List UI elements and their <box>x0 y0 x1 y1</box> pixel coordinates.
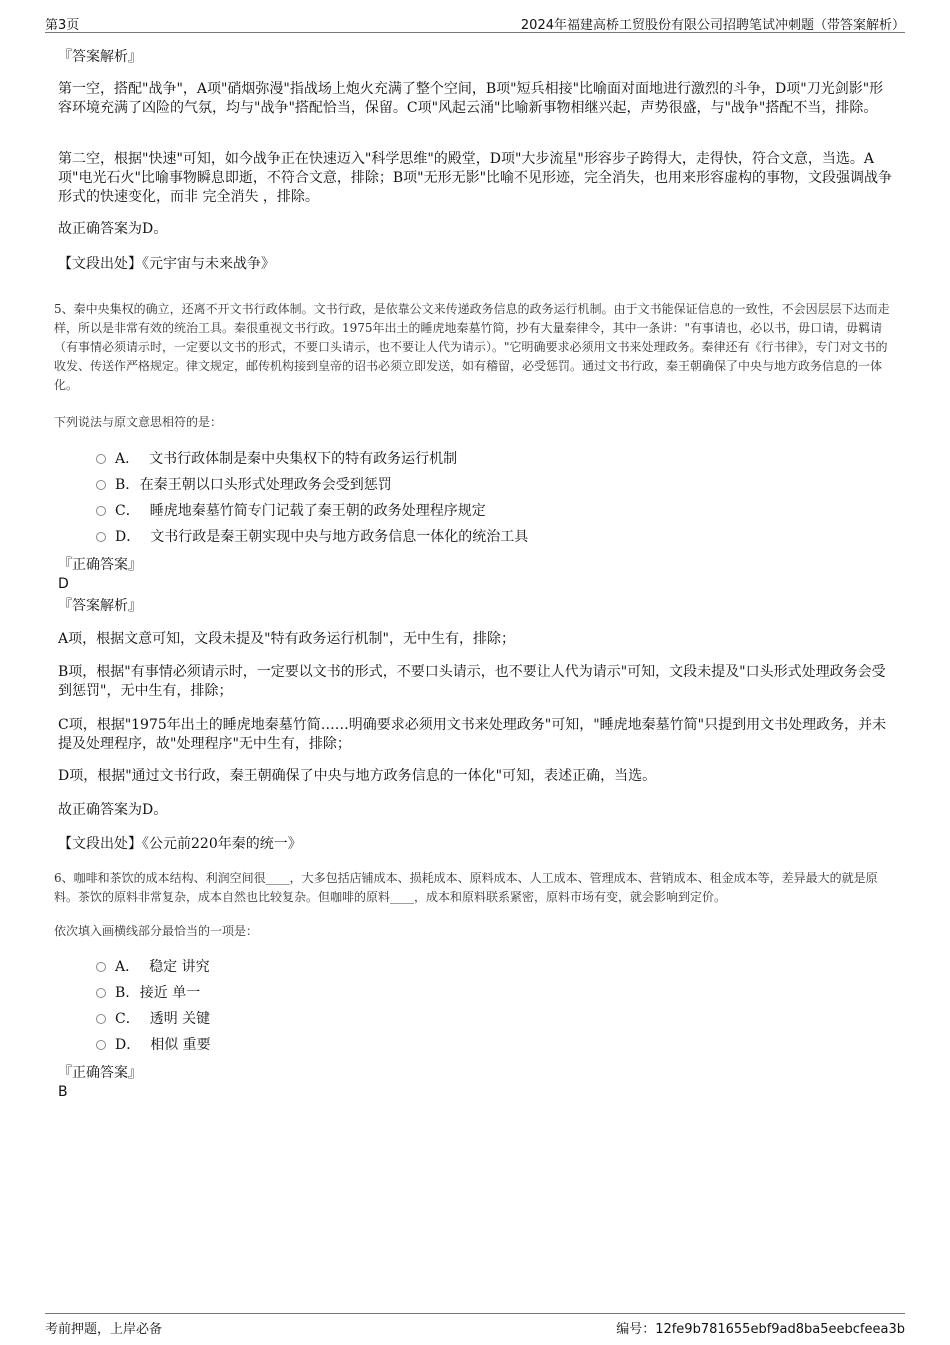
radio-icon[interactable] <box>96 1040 106 1050</box>
q4-source: 【文段出处】《元宇宙与未来战争》 <box>58 256 275 272</box>
q5-answer-label: 『正确答案』 <box>58 557 142 573</box>
page-header <box>45 14 905 33</box>
q5-analysis-a: A项，根据文意可知，文段未提及"特有政务运行机制"，无中生有，排除； <box>58 631 515 647</box>
q5-analysis-d: D项，根据"通过文书行政，秦王朝确保了中央与地方政务信息的一体化"可知，表述正确，当选。 <box>58 768 657 784</box>
q6-answer-label: 『正确答案』 <box>58 1065 142 1081</box>
page-number: 第3页 <box>45 18 80 33</box>
q5-analysis-label: 『答案解析』 <box>58 598 142 614</box>
q5-option-c[interactable]: C． 睡虎地秦墓竹简专门记载了秦王朝的政务处理程序规定 <box>96 502 486 521</box>
radio-icon[interactable] <box>96 988 106 998</box>
q5-analysis-c: C项，根据"1975年出土的睡虎地秦墓竹简……明确要求必须用文书来处理政务"可知，"睡虎地秦墓竹简"只提到用文书处理政务，并未提及处理程序，故"处理程序"无中生有，排除； <box>58 717 887 752</box>
q5-prompt: 下列说法与原文意思相符的是： <box>54 415 223 429</box>
radio-icon[interactable] <box>96 480 106 490</box>
footer-slogan: 考前押题，上岸必备 <box>45 1322 163 1337</box>
q5-conclusion: 故正确答案为D。 <box>58 802 168 818</box>
page-footer <box>45 1313 905 1337</box>
radio-icon[interactable] <box>96 454 106 464</box>
q5-answer: D <box>58 576 69 592</box>
radio-icon[interactable] <box>96 506 106 516</box>
q5-source: 【文段出处】《公元前220年秦的统一》 <box>58 836 302 852</box>
q6-prompt: 依次填入画横线部分最恰当的一项是： <box>54 924 259 938</box>
q6-option-b[interactable]: B. 接近 单一 <box>96 984 200 1003</box>
q5-analysis-b: B项，根据"有事情必须请示时，一定要以文书的形式，不要口头请示，也不要让人代为请示"可知，文段未提及"口头形式处理政务会受到惩罚"，无中生有，排除； <box>58 664 886 699</box>
q5-option-d[interactable]: D． 文书行政是秦王朝实现中央与地方政务信息一体化的统治工具 <box>96 528 528 547</box>
q6-option-c[interactable]: C． 透明 关键 <box>96 1010 210 1029</box>
document-id: 编号：12fe9b781655ebf9ad8ba5eebcfeea3b <box>616 1322 905 1337</box>
q5-stem: 5、秦中央集权的确立，还离不开文书行政体制。文书行政，是依靠公文来传递政务信息的政务运行机制。由于文书能保证信息的一致性，不会因层层下达而走样，所以是非常有效的统治工具。秦很重视文书行政。1975年出土的睡虎地秦墓竹简，抄有大量秦律令，其中一条讲："有事请也，必以书，毋口请，毋羁请（有事情必须请示时，一定要以文书的形式，不要口头请示，也不要让人代为请示）。"它明确要求必须用文书来处理政务。秦律还有《行书律》，专门对文书的收发、传送作严格规定。律文规定，邮传机构接到皇帝的诏书必须立即发送，如有稽留，必受惩罚。通过文书行政，秦王朝确保了中央与地方政务信息的一体化。 <box>54 302 890 392</box>
radio-icon[interactable] <box>96 1014 106 1024</box>
q5-option-b[interactable]: B. 在秦王朝以口头形式处理政务会受到惩罚 <box>96 476 392 495</box>
q4-analysis-p2: 第二空，根据"快速"可知，如今战争正在快速迈入"科学思维"的殿堂，D项"大步流星"形容步子跨得大，走得快，符合文意，当选。A项"电光石火"比喻事物瞬息即逝，不符合文意，排除；B项"无形无影"比喻不见形迹，完全消失，也用来形容虚构的事物，文段强调战争形式的快速变化，而非 完全消失 ，排除。 <box>58 151 893 205</box>
q6-answer: B <box>58 1084 68 1100</box>
document-title: 2024年福建高桥工贸股份有限公司招聘笔试冲刺题（带答案解析） <box>520 18 905 33</box>
q4-analysis-p1: 第一空，搭配"战争"，A项"硝烟弥漫"指战场上炮火充满了整个空间，B项"短兵相接"比喻面对面地进行激烈的斗争，D项"刀光剑影"形容环境充满了凶险的气氛，均与"战争"搭配恰当，保留。C项"风起云涌"比喻新事物相继兴起，声势很盛，与"战争"搭配不当，排除。 <box>58 81 884 116</box>
q4-conclusion: 故正确答案为D。 <box>58 221 168 237</box>
radio-icon[interactable] <box>96 962 106 972</box>
radio-icon[interactable] <box>96 532 106 542</box>
q6-option-d[interactable]: D． 相似 重要 <box>96 1036 211 1055</box>
q5-option-a[interactable]: A． 文书行政体制是秦中央集权下的特有政务运行机制 <box>96 450 457 469</box>
q6-option-a[interactable]: A． 稳定 讲究 <box>96 958 210 977</box>
q4-analysis-label: 『答案解析』 <box>58 49 142 65</box>
q6-stem: 6、咖啡和茶饮的成本结构、利润空间很____，大多包括店铺成本、损耗成本、原料成本、人工成本、管理成本、营销成本、租金成本等，差异最大的就是原料。茶饮的原料非常复杂，成本自然也比较复杂。但咖啡的原料____，成本和原料联系紧密，原料市场有变，就会影响到定价。 <box>54 871 878 904</box>
